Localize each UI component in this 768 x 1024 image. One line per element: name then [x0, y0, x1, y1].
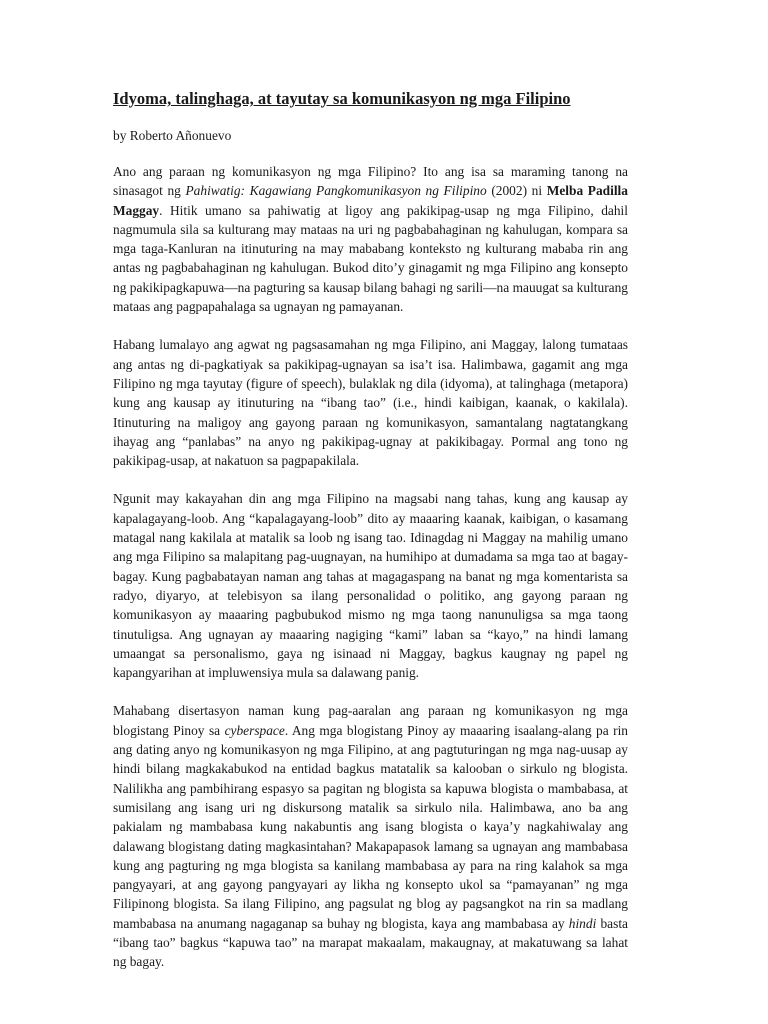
hindi-italic: hindi	[568, 915, 597, 931]
paragraph-2: Habang lumalayo ang agwat ng pagsasamahan ng mga Filipino, ani Maggay, lalong tumataas ang antas ng di-pagkatiyak sa pakikipag-ugnayan sa isa’t isa. Halimbawa, gagamit ang mga Filipino ng mga tayutay (figure of speech), bulaklak ng dila (idyoma), at talinghaga (metapora) kung ang kausap ay itinuturing na “ibang tao” (i.e., hindi kaibigan, kaanak, o kakilala). Itinuturing na maligoy ang gayong paraan ng komunikasyon, samantalang nagtatangkang ihayag ang “panlabas” na anyo ng pakikipag-ugnay at pakikibagay. Pormal ang tono ng pakikipag-usap, at nakatuon sa pagpapakilala.	[113, 337, 628, 469]
document-title: Idyoma, talinghaga, at tayutay sa komunikasyon ng mga Filipino	[113, 89, 571, 108]
paragraph-4	[113, 701, 628, 971]
paragraph-3: Ngunit may kakayahan din ang mga Filipino na magsabi nang tahas, kung ang kausap ay kapalagayang-loob. Ang “kapalagayang-loob” dito ay maaaring kaanak, kaibigan, o kasamang matagal nang kakilala at matalik sa loob ng isang tao. Idinagdag ni Maggay na mahilig umano ang mga Filipino sa malapitang pag-uugnayan, na humihipo at dumadama sa mga tao at bagay-bagay. Kung pagbabatayan naman ang tahas at magagaspang na banat ng mga komentarista sa radyo, diyaryo, at telebisyon sa ilang personalidad o politiko, ang gayong paraan ng komunikasyon ay maaaring pagbubukod mismo ng mga taong nanunuligsa sa mga taong tinutuligsa. Ang ugnayan ay maaaring nagiging “kami” laban sa “kayo,” na hindi lamang umaangat sa personalismo, gaya ng isinaad ni Maggay, bagkus kaugnay ng papel ng kapangyarihan at impluwensiya mula sa dalawang panig.	[113, 491, 628, 681]
cyberspace-italic: cyberspace	[224, 722, 285, 738]
book-title-italic: Pahiwatig: Kagawiang Pangkomunikasyon ng Filipino	[185, 183, 487, 199]
paragraph-1-text-a: Ano ang paraan ng komunikasyon ng mga Filipino? Ito ang isa sa maraming tanong na sinasagot ng	[113, 164, 628, 199]
author-name-bold: Melba Padilla Maggay	[113, 183, 628, 218]
author-byline: by Roberto Añonuevo	[113, 128, 232, 143]
paragraph-1-text-e: . Hitik umano sa pahiwatig at ligoy ang pakikipag-usap ng mga Filipino, dahil nagmumula sila sa kulturang may mataas na uri ng pagbabahaginan ng kahulugan, kompara sa mga taga-Kanluran na itinuturing na may mababang konteksto ng kulturang mababa rin ang antas ng pagbabahaginan ng kahulugan. Bukod dito’y ginagamit ng mga Filipino ang konsepto ng pakikipagkapuwa—na pagturing sa kausap bilang bahagi ng sarili—na mauugat sa kulturang mataas ang pagpapahalaga sa ugnayan ng pamayanan.	[113, 202, 628, 315]
paragraph-4-text-e: basta “ibang tao” bagkus “kapuwa tao” na marapat makaalam, makaugnay, at makatuwang sa lahat ng bagay.	[113, 915, 628, 970]
document-page	[113, 88, 628, 972]
paragraph-1	[113, 162, 628, 316]
paragraph-1-text-c: (2002) ni	[486, 183, 547, 199]
paragraph-4-text-a: Mahabang disertasyon naman kung pag-aaralan ang paraan ng komunikasyon ng mga blogistang Pinoy sa	[113, 703, 628, 738]
paragraph-4-text-c: . Ang mga blogistang Pinoy ay maaaring isaalang-alang pa rin ang dating anyo ng komunikasyon ng mga Filipino, at ang pagtuturingan ng mga nag-uusap ay hindi bilang magkakabukod na entidad bagkus matatalik sa kalooban o sirkulo ng blogista. Nalilikha ang pambihirang espasyo sa pagitan ng blogista sa kapuwa blogista o mambabasa, at sumisilang ang isang uri ng diskursong matalik sa sirkulo nila. Halimbawa, ano ba ang pakialam ng mambabasa kung nakabuntis ang isang blogista o kaya’y nagkahiwalay ang dalawang blogistang dating magkasintahan? Makapapasok lamang sa ugnayan ang mambabasa kung ang pagturing ng mga blogista sa kanilang mambabasa ay para na ring kalahok sa mga pangyayari, at ang gayong pangyayari ay likha ng konsepto ukol sa “pamayanan” ng mga Filipinong blogista. Sa ilang Filipino, ang pagsulat ng blog ay pagsangkot na rin sa madlang mambabasa na anumang nagaganap sa buhay ng blogista, kaya ang mambabasa ay	[113, 722, 628, 931]
